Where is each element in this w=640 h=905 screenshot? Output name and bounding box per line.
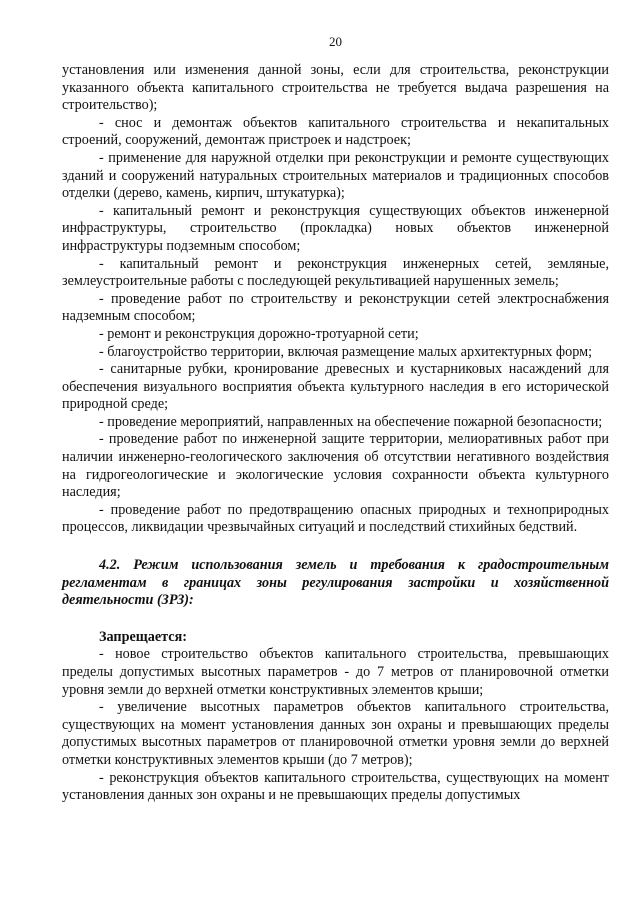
list-item-landscaping: - благоустройство территории, включая размещение малых архитектурных форм; (99, 343, 593, 360)
list-item-engineering-protection: - проведение работ по инженерной защите территории, мелиоративных работ при наличии инженерно-геологического заключения об отсутствии негативного воздействия на гидрогеологические и экологические условия сохранности объекта культурного наследия; (62, 431, 609, 501)
list-item-new-construction: - новое строительство объектов капитального строительства, превышающих пределы допустимых высотных параметров - до 7 метров от планировочной отметки уровня земли до верхней отметки конструктивных элементов крыши; (62, 646, 609, 698)
list-item-power-lines: - проведение работ по строительству и реконструкции сетей электроснабжения надземным способом; (62, 290, 609, 325)
top-paragraphs (62, 62, 609, 537)
bottom-paragraphs (62, 646, 609, 804)
list-item-hazard-prevention: - проведение работ по предотвращению опасных природных и технoприродных процессов, ликвидации чрезвычайных ситуаций и последствий стихийных бедствий. (62, 501, 609, 536)
list-item-demolition: - снос и демонтаж объектов капитального строительства и некапитальных строений, сооружений, демонтаж пристроек и надстроек; (62, 114, 609, 149)
list-item-networks-repair: - капитальный ремонт и реконструкция инженерных сетей, земляные, землеустроительные работы с последующей рекультивацией нарушенных земель; (62, 255, 609, 290)
list-item-reconstruction: - реконструкция объектов капитального строительства, существующих на момент установления данных зон охраны и не превышающих пределы допустимых (62, 769, 609, 804)
document-page (62, 34, 609, 805)
paragraph: установления или изменения данной зоны, если для строительства, реконструкции указанного объекта капитального строительства не требуется выдача разрешения на строительство); (62, 62, 609, 114)
page-number: 20 (329, 34, 342, 49)
list-item-fire-safety: - проведение мероприятий, направленных на обеспечение пожарной безопасности; (99, 413, 603, 430)
list-item-height-increase: - увеличение высотных параметров объектов капитального строительства, существующих на момент установления данных зон охраны и превышающих пределы допустимых высотных параметров от планировочной отметки уровня земли до верхней отметки конструктивных элементов крыши (до 7 метров); (62, 699, 609, 768)
list-item-sanitary-felling: - санитарные рубки, кронирование древесных и кустарниковых насаждений для обеспечения визуального восприятия объекта культурного наследия в его исторической природной среде; (62, 361, 609, 413)
section-heading: 4.2. Режим использования земель и требования к градостроительным регламентам в границах зоны регулирования застройки и хозяйственной деятельности (ЗРЗ): (62, 557, 609, 609)
sub-heading-prohibited: Запрещается: (99, 628, 187, 645)
list-item-roads: - ремонт и реконструкция дорожно-тротуарной сети; (99, 325, 419, 342)
list-item-infrastructure-repair: - капитальный ремонт и реконструкция существующих объектов инженерной инфраструктуры, строительство (прокладка) новых объектов инженерной инфраструктуры подземным способом; (62, 202, 609, 254)
list-item-exterior-finishing: - применение для наружной отделки при реконструкции и ремонте существующих зданий и сооружений натуральных строительных материалов и традиционных способов отделки (дерево, камень, кирпич, штукатурка); (62, 149, 609, 202)
